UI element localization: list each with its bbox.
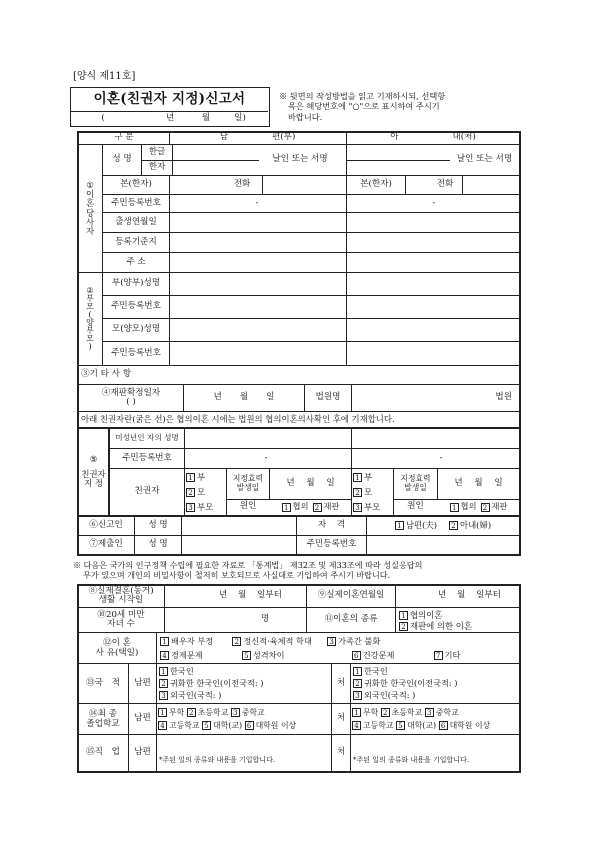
reporter-label: ⑥신고인 xyxy=(89,519,123,530)
occupation-wife-hint: *주된 일의 종류와 내용을 기입합니다. xyxy=(353,756,470,764)
reason-agreement-2[interactable]: 1 xyxy=(450,503,459,512)
nationality-husband-label: 남편 xyxy=(134,677,151,688)
rrn-label: 주민등록번호 xyxy=(111,197,161,208)
section5-label: ⑤ 친권자 지 정 xyxy=(81,453,106,489)
wife-sign-label: 날인 또는 서명 xyxy=(456,154,513,165)
date-open-paren: ( xyxy=(101,113,105,124)
wife-edu-none[interactable]: 1 무학 xyxy=(352,708,378,717)
husband-tel-label: 전화 xyxy=(233,179,251,190)
husband-edu-graduate[interactable]: 6 대학원 이상 xyxy=(245,721,297,730)
husband-rrn-dash: - xyxy=(255,197,259,208)
wife-edu-high[interactable]: 4 고등학교 xyxy=(352,721,394,730)
husband-foreigner[interactable]: 3 외국인(국적: ) xyxy=(159,689,331,701)
occupation-label: ⑮직 업 xyxy=(86,747,120,758)
children-count-label: ⑩20세 미만 자녀 수 xyxy=(97,609,145,629)
father-label: 부(양부)성명 xyxy=(111,278,161,289)
wife-korean[interactable]: 1 한국인 xyxy=(353,665,518,677)
husband-edu-high[interactable]: 4 고등학교 xyxy=(158,721,200,730)
divorce-type-options xyxy=(399,610,519,632)
submitter-rrn-label: 주민등록번호 xyxy=(306,539,357,550)
hanja-label: 한자 xyxy=(148,161,166,172)
qual-husband-option[interactable]: 1 xyxy=(395,521,404,530)
wife-edu-middle[interactable]: 3 중학교 xyxy=(425,708,459,717)
minor-rrn-label: 주민등록번호 xyxy=(122,452,172,463)
education-label: ⑭최 종 졸업학교 xyxy=(86,708,120,729)
qual-wife-option[interactable]: 2 xyxy=(449,521,458,530)
court-suffix: 법원 xyxy=(495,392,512,403)
husband-edu-college[interactable]: 5 대학(교) xyxy=(202,721,242,730)
wife-tel-label: 전화 xyxy=(436,179,454,190)
husband-edu-middle[interactable]: 3 중학교 xyxy=(231,708,265,717)
effect-date-label-2: 지정효력 발생일 xyxy=(400,474,431,492)
minor-rrn-dash-2: - xyxy=(439,452,443,463)
reason-options-2: 1 협의 2 재판 xyxy=(438,500,519,514)
minor-rrn-dash-1: - xyxy=(264,452,268,463)
reason-label-2: 원인 xyxy=(407,501,424,512)
occupation-husband-label: 남편 xyxy=(134,747,151,758)
reason-label-1: 원인 xyxy=(239,501,257,512)
husband-naturalized[interactable]: 2 귀화한 한국인(이전국적: ) xyxy=(159,677,331,689)
etc-label: ③기 타 사 항 xyxy=(81,369,131,380)
actual-divorce-label: ⑨실제이혼연월일 xyxy=(317,590,385,601)
qualification-options: 1 남편(夫) 2 아내(婦) xyxy=(367,516,519,535)
hangul-label: 한글 xyxy=(148,146,166,157)
education-wife-options xyxy=(352,706,519,734)
custodian-both-option-1[interactable]: 3 부모 xyxy=(186,500,226,515)
name-label: 성 명 xyxy=(112,154,132,165)
address-label: 주 소 xyxy=(126,256,146,267)
court-label: 법원명 xyxy=(315,392,341,403)
custodian-both-option-2[interactable]: 3 부모 xyxy=(353,500,393,515)
qualification-label: 자 격 xyxy=(317,519,346,530)
divorce-reason-options xyxy=(160,635,518,663)
date-day-label: 일) xyxy=(234,113,246,124)
effect-date-ymd-1: 년 월 일 xyxy=(286,478,335,489)
top-notice: ※ 뒷면의 작성방법을 읽고 기재하시되, 선택항 목은 해당번호에 "○"으로 표시하여 주시기 바랍니다. xyxy=(279,91,446,122)
custodian-bold-note: 아래 친권자란(굵은 선)은 협의이혼 시에는 법원의 협의이혼의사확인 후에 기재합니다. xyxy=(81,413,395,424)
minor-name-label: 미성년인 자의 성명 xyxy=(115,432,179,442)
statistics-notice: ※ 다음은 국가의 인구정책 수립에 필요한 자료로 「통계법」 제32조 및 제33조에 따라 성실응답의 무가 있으며 개인의 비밀사항이 철저히 보호되므로 사실대로 기입하여 주시기 바랍니다. xyxy=(73,560,423,581)
form-number: [양식 제11호] xyxy=(73,71,136,82)
wife-naturalized[interactable]: 2 귀화한 한국인(이전국적: ) xyxy=(353,677,518,689)
section2-label: ② 부 모 ( 양 부 모 ) xyxy=(86,286,94,351)
husband-bon-label: 본(한자) xyxy=(120,179,152,190)
cohabit-start-label: ⑧실제결혼(동거) 생활 시작일 xyxy=(88,585,154,605)
reason-trial-2[interactable]: 2 xyxy=(481,503,490,512)
custodian-mother-option-1[interactable]: 2 모 xyxy=(186,485,226,500)
nationality-wife-options xyxy=(353,665,518,702)
date-year-label: 년 xyxy=(165,113,175,124)
wife-rrn-dash: - xyxy=(432,197,436,208)
header-wife: 아 내(처) xyxy=(390,132,476,143)
husband-edu-none[interactable]: 1 무학 xyxy=(158,708,184,717)
custodian-mother-option-2[interactable]: 2 모 xyxy=(353,485,393,500)
reason-other[interactable]: 7 기타 xyxy=(434,650,461,660)
mother-rrn-label: 주민등록번호 xyxy=(111,347,161,358)
husband-korean[interactable]: 1 한국인 xyxy=(159,665,331,677)
reporter-name-label: 성 명 xyxy=(148,519,168,530)
effect-date-label-1: 지정효력 발생일 xyxy=(232,474,264,492)
birth-label: 출생연월일 xyxy=(115,216,157,227)
education-wife-label: 처 xyxy=(336,713,346,724)
divorce-type-label: ⑪이혼의 종류 xyxy=(324,614,378,625)
reason-row-2 xyxy=(160,649,460,662)
effect-date-ymd-2: 년 월 일 xyxy=(454,478,503,489)
reason-options-1: 1 협의 2 재판 xyxy=(270,500,351,514)
custodian-label: 친권자 xyxy=(134,486,160,497)
custodian-father-option-1[interactable]: 1 부 xyxy=(186,470,226,485)
header-gubun: 구 분 xyxy=(114,132,134,143)
reason-agreement-1[interactable]: 1 xyxy=(282,503,291,512)
submitter-label: ⑦제출인 xyxy=(89,539,123,550)
occupation-husband-hint: *주된 일의 종류와 내용을 기입합니다. xyxy=(159,756,276,764)
wife-edu-elementary[interactable]: 2 초등학교 xyxy=(381,708,423,717)
reason-personality[interactable]: 5 성격차이 xyxy=(242,650,285,660)
section1-label: ① 이 혼 당 사 자 xyxy=(85,180,95,236)
regbase-label: 등록기준지 xyxy=(115,236,157,247)
header-husband: 남 편(부) xyxy=(219,132,296,143)
form-title: 이혼(친권자 지정)신고서 xyxy=(93,91,246,108)
nationality-wife-label: 처 xyxy=(336,677,346,688)
education-husband-options xyxy=(158,706,331,734)
wife-foreigner[interactable]: 3 외국인(국적: ) xyxy=(353,689,518,701)
judgment-date-label: ④재판확정일자 ( ) xyxy=(101,387,161,407)
submitter-name-label: 성 명 xyxy=(148,539,168,550)
reason-row-1 xyxy=(160,635,380,648)
divorce-type-trial[interactable]: 2 재판에 의한 이혼 xyxy=(399,621,519,632)
judgment-date-ymd: 년 월 일 xyxy=(213,392,275,403)
wife-bon-label: 본(한자) xyxy=(360,179,392,190)
reason-infidelity[interactable]: 1 배우자 부정 xyxy=(160,636,213,646)
wife-edu-college[interactable]: 5 대학(교) xyxy=(396,721,436,730)
reason-family-discord[interactable]: 3 가족간 불화 xyxy=(327,636,380,646)
date-month-label: 월 xyxy=(201,113,211,124)
occupation-wife-label: 처 xyxy=(336,747,346,758)
father-rrn-label: 주민등록번호 xyxy=(111,301,161,312)
nationality-label: ⑬국 적 xyxy=(86,677,120,688)
education-husband-label: 남편 xyxy=(134,713,151,724)
reason-trial-1[interactable]: 2 xyxy=(313,503,322,512)
husband-edu-elementary[interactable]: 2 초등학교 xyxy=(187,708,229,717)
wife-edu-graduate[interactable]: 6 대학원 이상 xyxy=(439,721,491,730)
divorce-type-agreement[interactable]: 1 협의이혼 xyxy=(399,610,519,621)
divorce-reason-label: ⑫이 혼 사 유(택일) xyxy=(95,637,139,658)
reason-economic[interactable]: 4 경제문제 xyxy=(160,650,203,660)
actual-divorce-value: 년 월 일부터 xyxy=(438,590,501,601)
husband-sign-label: 날인 또는 서명 xyxy=(272,154,328,165)
cohabit-start-value: 년 월 일부터 xyxy=(219,590,282,601)
reason-health[interactable]: 6 건강문제 xyxy=(352,650,395,660)
children-count-unit: 명 xyxy=(260,614,270,625)
mother-label: 모(양모)성명 xyxy=(111,324,161,335)
custodian-father-option-2[interactable]: 1 부 xyxy=(353,470,393,485)
nationality-husband-options xyxy=(159,665,331,702)
reason-abuse[interactable]: 2 정신적·육체적 학대 xyxy=(232,636,311,646)
